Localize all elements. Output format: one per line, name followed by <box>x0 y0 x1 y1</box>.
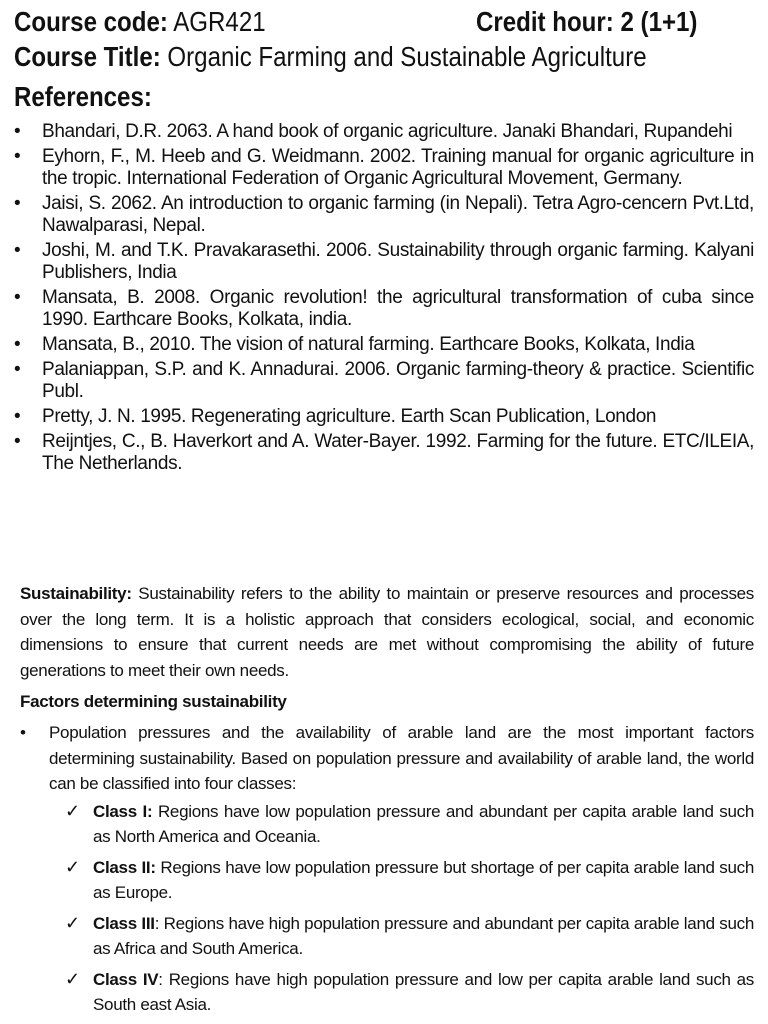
course-code-value: AGR421 <box>167 6 266 37</box>
class-text: Regions have low population pressure and abundant per capita arable land such as North America and Oceania. <box>93 801 754 846</box>
reference-item: • Palaniappan, S.P. and K. Annadurai. 2006. Organic farming-theory & practice. Scientific Publ. <box>14 359 754 403</box>
reference-item: • Eyhorn, F., M. Heeb and G. Weidmann. 2002. Training manual for organic agriculture in the tropic. International Federation of Organic Agricultural Movement, Germany. <box>14 146 754 190</box>
checkmark-icon: ✓ <box>65 800 80 821</box>
course-title-value: Organic Farming and Sustainable Agriculture <box>160 41 647 72</box>
factors-heading: Factors determining sustainability <box>20 692 287 711</box>
references-heading-line <box>14 81 756 117</box>
course-code-text <box>14 6 266 38</box>
reference-item: • Reijntjes, C., B. Haverkort and A. Water-Bayer. 1992. Farming for the future. ETC/ILEIA, The Netherlands. <box>14 431 754 475</box>
reference-item: • Mansata, B. 2008. Organic revolution! the agricultural transformation of cuba since 1990. Earthcare Books, Kolkata, india. <box>14 287 754 331</box>
credit-hour-text: Credit hour: 2 (1+1) <box>476 6 698 37</box>
class-label: Class II <box>93 857 151 877</box>
class-text: Regions have high population pressure and abundant per capita arable land such as Africa and South America. <box>93 913 755 958</box>
classes-list <box>20 799 754 1018</box>
course-code-line <box>14 6 756 41</box>
document-header <box>14 6 756 117</box>
sustainability-definition: Sustainability refers to the ability to maintain or preserve resources and processes over the long term. It is a holistic approach that considers ecological, social, and economic dimensions to ensure that current needs are met without compromising the ability of future generations to meet their own needs. <box>20 584 754 680</box>
class-colon: : <box>150 857 156 877</box>
class-colon: : <box>154 913 160 933</box>
factors-intro: Population pressures and the availability of arable land are the most important factors determining sustainability. Based on population pressure and availability of arable land, the world can be classified into four classes: <box>49 723 754 793</box>
checkmark-icon: ✓ <box>65 912 80 933</box>
sustainability-paragraph <box>20 581 754 683</box>
bullet-icon: • <box>20 723 26 742</box>
references-heading: References: <box>14 81 152 112</box>
reference-item: • Mansata, B., 2010. The vision of natural farming. Earthcare Books, Kolkata, India <box>14 334 754 356</box>
class-colon: : <box>146 801 153 821</box>
reference-item: • Joshi, M. and T.K. Pravakarasethi. 2006. Sustainability through organic farming. Kalyani Publishers, India <box>14 240 754 284</box>
class-label: Class I <box>93 801 147 821</box>
checkmark-icon: ✓ <box>65 856 80 877</box>
course-code-label: Course code: <box>14 6 168 37</box>
course-title-label: Course Title: <box>14 41 161 72</box>
class-item <box>65 855 754 906</box>
sustainability-term: Sustainability <box>20 584 127 603</box>
class-item <box>65 911 755 962</box>
checkmark-icon: ✓ <box>65 968 80 989</box>
course-title-line <box>14 41 756 81</box>
references-list <box>14 121 754 478</box>
class-label: Class IV <box>93 969 159 989</box>
class-text: Regions have high population pressure and low per capita arable land such as South east Asia. <box>93 969 754 1014</box>
sustainability-colon: : <box>126 584 132 603</box>
class-label: Class III <box>93 913 155 933</box>
factors-intro-item <box>20 720 754 797</box>
course-code <box>14 6 476 38</box>
course-title-text <box>14 41 647 73</box>
class-text: Regions have low population pressure but shortage of per capita arable land such as Europe. <box>93 857 754 902</box>
class-item <box>65 967 754 1018</box>
class-item <box>65 799 754 850</box>
reference-item: • Pretty, J. N. 1995. Regenerating agriculture. Earth Scan Publication, London <box>14 406 754 428</box>
reference-item: • Bhandari, D.R. 2063. A hand book of organic agriculture. Janaki Bhandari, Rupandehi <box>14 121 754 143</box>
reference-item: • Jaisi, S. 2062. An introduction to organic farming (in Nepali). Tetra Agro-cencern Pvt.Ltd, Nawalparasi, Nepal. <box>14 193 754 237</box>
sustainability-section <box>20 581 754 1023</box>
class-colon: : <box>158 969 163 989</box>
credit-hour <box>476 6 733 38</box>
